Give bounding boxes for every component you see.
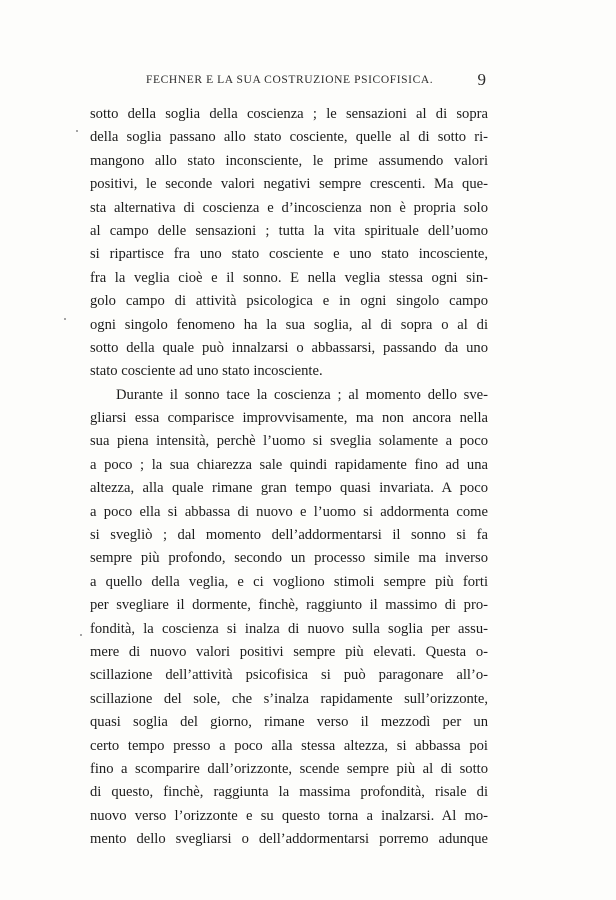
text-line: quasi soglia del giorno, rimane verso il mezzodì per un <box>90 714 488 731</box>
text-line: fino a scomparire dall’orizzonte, scende sempre più al di sotto <box>90 760 488 777</box>
text-line: della soglia passano allo stato cosciente, quelle al di sotto ri- <box>90 129 488 146</box>
text-line: scillazione del sole, che s’inalza rapidamente sull’orizzonte, <box>90 690 488 707</box>
text-line: Durante il sonno tace la coscienza ; al momento dello sve- <box>116 386 488 403</box>
header-title: FECHNER E LA SUA COSTRUZIONE PSICOFISICA. <box>146 74 434 86</box>
text-line: ogni singolo fenomeno ha la sua soglia, al di sopra o al di <box>90 316 488 333</box>
text-line: a poco ella si abbassa di nuovo e l’uomo si addormenta come <box>90 503 488 520</box>
text-line: positivi, le seconde valori negativi sempre crescenti. Ma que- <box>90 176 488 193</box>
text-line: fra la veglia cioè e il sonno. E nella veglia stessa ogni sin- <box>90 269 488 286</box>
text-line: sotto della quale può innalzarsi o abbassarsi, passando da uno <box>90 339 488 356</box>
text-line: si svegliò ; dal momento dell’addormentarsi il sonno si fa <box>90 527 488 544</box>
text-line: mere di nuovo valori positivi sempre più elevati. Questa o- <box>90 643 488 660</box>
body-text <box>90 103 488 852</box>
text-line: altezza, alla quale rimane gran tempo quasi invariata. A poco <box>90 480 488 497</box>
text-line: mento dello svegliarsi o dell’addormentarsi porremo adunque <box>90 831 488 848</box>
text-line: di questo, finchè, raggiunta la massima profondità, risale di <box>90 784 488 801</box>
page-number: 9 <box>477 70 486 89</box>
text-line: sempre più profondo, secondo un processo simile ma inverso <box>90 550 488 567</box>
text-line: a poco ; la sua chiarezza sale quindi rapidamente fino ad una <box>90 456 488 473</box>
text-line: sotto della soglia della coscienza ; le sensazioni al di sopra <box>90 106 488 122</box>
text-line: gliarsi essa comparisce improvvisamente, ma non ancora nella <box>90 410 488 427</box>
text-line: fondità, la coscienza si inalza di nuovo sulla soglia per assu- <box>90 620 488 637</box>
text-line: mangono allo stato inconsciente, le prime assumendo valori <box>90 152 488 169</box>
text-line: per svegliare il dormente, finchè, raggiunto il massimo di pro- <box>90 597 488 614</box>
text-line: si ripartisce fra uno stato cosciente e uno stato incosciente, <box>90 246 488 263</box>
running-header <box>146 72 486 92</box>
text-line: golo campo di attività psicologica e in ogni singolo campo <box>90 293 488 310</box>
text-line: a quello della veglia, e ci vogliono stimoli sempre più forti <box>90 573 488 590</box>
paragraph-1 <box>90 103 488 384</box>
text-line: stato cosciente ad uno stato incosciente. <box>90 363 323 380</box>
text-line: scillazione dell’attività psicofisica si può paragonare all’o- <box>90 667 488 684</box>
text-line: al campo delle sensazioni ; tutta la vita spirituale dell’uomo <box>90 222 488 239</box>
text-line: certo tempo presso a poco alla stessa altezza, si abbassa poi <box>90 737 488 754</box>
print-speck <box>80 634 82 636</box>
text-line: sta alternativa di coscienza e d’incoscienza non è propria solo <box>90 199 488 216</box>
print-speck <box>64 318 66 320</box>
text-line: sua piena intensità, perchè l’uomo si sveglia solamente a poco <box>90 433 488 450</box>
text-line: nuovo verso l’orizzonte e su questo torna a inalzarsi. Al mo- <box>90 807 488 824</box>
print-speck <box>76 130 78 132</box>
paragraph-2 <box>90 384 488 852</box>
